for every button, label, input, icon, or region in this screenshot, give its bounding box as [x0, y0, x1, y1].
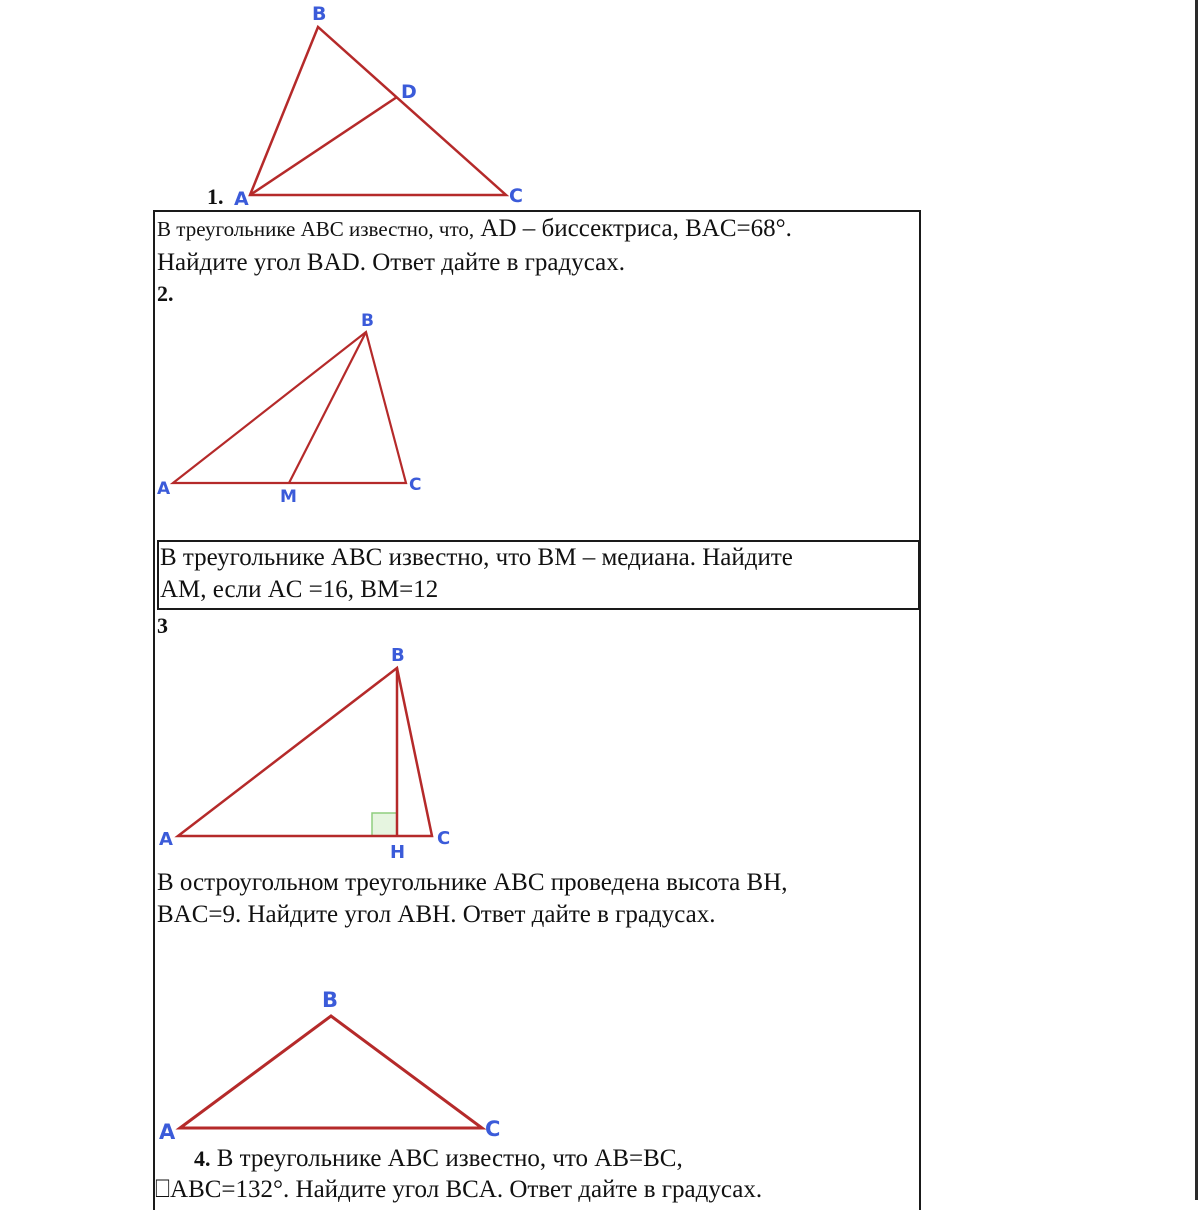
vertex-label-b: B: [312, 3, 327, 25]
missing-glyph-icon: ⎕: [155, 1176, 171, 1203]
vertex-label-a: A: [159, 1120, 176, 1144]
task-1-text-line-1: [157, 213, 792, 245]
task-2-number: 2.: [157, 281, 174, 306]
vertex-label-c: C: [437, 828, 451, 849]
triangle-abd-diagram: [200, 0, 540, 210]
vertex-label-b: B: [361, 311, 374, 331]
triangle-altitude-diagram: [155, 640, 465, 865]
triangle-median-diagram: [155, 305, 445, 515]
vertex-label-a: A: [234, 188, 249, 210]
task-2-text-line-2: AM, если AC =16, BM=12: [160, 576, 439, 603]
figure-task-3: [155, 640, 465, 865]
task-1-text-line-2: Найдите угол BAD. Ответ дайте в градусах.: [157, 249, 625, 276]
bisector-ad: [250, 97, 397, 195]
vertex-label-d: D: [401, 81, 417, 103]
task-4-number: 4.: [194, 1146, 211, 1171]
right-angle-mark: [372, 813, 397, 836]
task-1-text-lead: В треугольнике ABC известно, что,: [157, 217, 475, 241]
task-4-text-line-2-content: ABC=132°. Найдите угол BCA. Ответ дайте в градусах.: [170, 1176, 763, 1203]
task-3-number: 3: [157, 613, 168, 638]
vertex-label-b: B: [391, 645, 405, 666]
triangle-abc: [180, 1016, 482, 1128]
triangle-abc: [173, 332, 406, 483]
vertex-label-c: C: [409, 475, 422, 495]
triangle-abc: [178, 668, 432, 836]
vertex-label-a: A: [159, 829, 173, 850]
vertex-label-a: A: [157, 479, 171, 499]
isosceles-triangle-diagram: [155, 985, 515, 1145]
median-bm: [289, 332, 366, 483]
task-3-text-line-2: BAC=9. Найдите угол ABH. Ответ дайте в градусах.: [157, 901, 716, 928]
task-3-text-line-1: В остроугольном треугольнике ABC проведена высота BH,: [157, 869, 788, 896]
task-1-number: 1.: [207, 184, 224, 209]
figure-task-4: [155, 985, 515, 1145]
foot-label-h: H: [390, 842, 406, 863]
task-2-text-line-1: В треугольнике ABC известно, что BM – медиана. Найдите: [160, 544, 793, 571]
vertex-label-c: C: [485, 1117, 501, 1141]
vertex-label-c: C: [509, 185, 523, 207]
task-4-text-line-1-content: В треугольнике ABC известно, что AB=BC,: [210, 1145, 683, 1172]
vertex-label-b: B: [322, 988, 339, 1012]
point-label-m: M: [280, 487, 297, 507]
task-4-text-line-2: [155, 1174, 762, 1205]
task-1-text-rest: AD – биссектриса, BAC=68°.: [474, 215, 792, 242]
figure-task-1: [200, 0, 540, 210]
figure-task-2: [155, 305, 445, 515]
task-4-text-line-1: [194, 1143, 683, 1174]
